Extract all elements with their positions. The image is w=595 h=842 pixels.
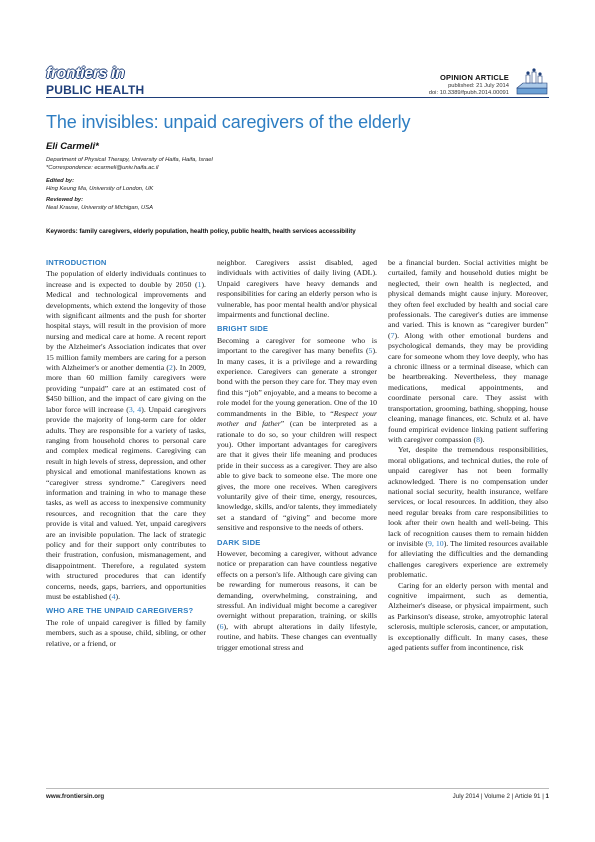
- paragraph: The population of elderly individuals continues to increase and is expected to double by 2050 (1). Medical and technological improvements and developments, which extend the longevity of those with significant ailments and the push for shorter hospital stays, will result in the provision of more nursing and medical care at home. A recent report by the Alzheimer's Association indicates that over 15 million family members are caring for a person with Alzheimer's or another dementia (2). In 2009, more than 60 million family caregivers were providing “unpaid” care at an estimated cost of $450 billion, and the impact of care giving on the labor force will increase (3, 4). Unpaid caregivers provide the majority of long-term care for older adults. They are responsible for a variety of tasks, ranging from household chores to personal care and complex medical regimens. Caregiving can result in high levels of stress, depression, and other physical and emotional manifestations known as “caregiver stress syndrome.” Caregivers need information and training in who to manage these tasks, as well as access to inexpensive community resources, and recognition that the care they provide is vital and valued. Yet, unpaid caregivers are an invisible population. The lack of strategic policy and for their support only contributes to their frustration, confusion, mismanagement, and disappointment. Therefore, a regulated system with structured procedures that can identify concerns, needs, gaps, barriers, and opportunities must be established (4).: [46, 269, 207, 601]
- reviewed-by-label: Reviewed by:: [46, 197, 84, 203]
- paragraph: Becoming a caregiver for someone who is important to the caregiver has many benefits (5). In many cases, it is a privilege and a rewarding experience. Caregivers can generate a stronger bond with the person they care for. They may even find this “job” enjoyable, and a means to become a role model for the young generation. One of the 10 commandments in the Bible, to “Respect your mother and father” (can be interpreted as a rationale to do so, so your children will respect you). Other important advantages for caregivers are that it gives their life meaning and produces pride in their success as a caregiver. They are also able to give back to someone else. The more one gives, the more one receives. When caregivers voluntarily give of their time, energy, resources, knowledge, skills, and/or talents, they immediately set a standard of “giving” and become more sensitive and responsive to the needs of others.: [217, 335, 377, 533]
- affiliation: Department of Physical Therapy, University of Haifa, Haifa, Israel: [46, 157, 213, 163]
- page-number: 1: [545, 793, 549, 800]
- journal-logo-line1: frontiers in: [46, 65, 125, 82]
- citation-link[interactable]: 6: [219, 621, 224, 631]
- keywords: [46, 228, 356, 235]
- citation-link[interactable]: 8: [476, 434, 481, 444]
- section-heading-dark-side: DARK SIDE: [217, 537, 261, 547]
- citation-link[interactable]: 7: [390, 330, 395, 340]
- footer-url[interactable]: www.frontiersin.org: [46, 793, 105, 800]
- paragraph: neighbor. Caregivers assist disabled, aged individuals with activities of daily living (ADL). Unpaid caregivers have heavy demands and responsibilities for caring an elderly person who is vulnerable, has poor mental health and/or physical impairments and functional decline.: [217, 258, 377, 320]
- text-column-2: [217, 258, 377, 653]
- footer-divider: [46, 788, 549, 789]
- article-meta: [429, 73, 509, 96]
- keywords-label: Keywords:: [46, 228, 78, 235]
- citation-link[interactable]: 3, 4: [128, 404, 142, 414]
- journal-logo-line2: PUBLIC HEALTH: [46, 82, 145, 97]
- section-heading-introduction: INTRODUCTION: [46, 258, 107, 267]
- citation-link[interactable]: 4: [111, 592, 116, 601]
- citation-link[interactable]: 2: [169, 363, 173, 373]
- journal-logo: [46, 66, 144, 96]
- section-heading-who: WHO ARE THE UNPAID CAREGIVERS?: [46, 606, 194, 616]
- section-heading-bright-side: BRIGHT SIDE: [217, 324, 269, 334]
- author-name: Eli Carmeli*: [46, 141, 99, 152]
- text-column-1: [46, 258, 206, 649]
- text-column-3: [388, 258, 548, 653]
- citation-link[interactable]: 9, 10: [428, 538, 444, 548]
- published-date: published: 21 July 2014: [448, 83, 509, 89]
- correspondence[interactable]: *Correspondence: ecarmeli@univ.haifa.ac.il: [46, 165, 159, 171]
- article-title: The invisibles: unpaid caregivers of the elderly: [46, 112, 411, 132]
- article-type: OPINION ARTICLE: [440, 73, 509, 82]
- quote: Respect your mother and father: [217, 408, 377, 429]
- keywords-list: family caregivers, elderly population, health policy, public health, health services accessibility: [79, 228, 356, 235]
- citation-link[interactable]: 1: [197, 279, 202, 289]
- edited-by-label: Edited by:: [46, 178, 75, 184]
- paragraph: However, becoming a caregiver, without advance notice or preparation can have countless negative effects on a person's life. Although care giving can be rewarding for numerous reasons, it can be demanding, overwhelming, constraining, and stressful. An individual might become a caregiver overnight without preparation, training, or skills (6), with abrupt alterations in daily lifestyle, routine, and habits. These changes can eventually trigger emotional stress and: [217, 548, 377, 652]
- paragraph: Yet, despite the tremendous responsibilities, moral obligations, and technical duties, the role of unpaid caregiver has not been formally acknowledged. There is no compensation under national social security, health insurance, welfare services, or local resources. In addition, they also need regular breaks from care responsibilities to look after their own health and well-being. This lack of recognition causes them to remain hidden or invisible (9, 10). The limited resources available for alleviating the difficulties and the demanding challenges caregivers experience are extremely problematic.: [388, 445, 548, 580]
- edited-by: Hing Keung Ma, University of London, UK: [46, 185, 154, 192]
- header-divider: [46, 97, 549, 98]
- doi-link[interactable]: doi: 10.3389/fpubh.2014.00091: [428, 90, 509, 96]
- reviewed-by: Neal Krause, University of Michigan, USA: [46, 204, 153, 211]
- paragraph: be a financial burden. Social activities might be curtailed, family and household duties might be neglected, their own health is neglected, and physical demands might cause injury. Moreover, they often feel excluded by health and social care professionals. The caregiver's duties are immense and varied. This is known as “caregiver burden” (7). Along with other emotional burdens and psychological demands, they may be providing care for someone whom they love deeply, who has a chronic illness or a terminal disease, which can be heartbreaking. Nevertheless, they manage medications, medical appointments, and coordinate personal care. They assist with transportation, grooming, bathing, shopping, house cleaning, manage finances, etc. Schulz et al. have found empirical evidence linking patient suffering with caregiver compassion (8).: [388, 258, 548, 444]
- journal-section-icon: [513, 68, 549, 98]
- citation-link[interactable]: 5: [368, 346, 373, 356]
- paragraph: The role of unpaid caregiver is filled by family members, such as a spouse, child, sibling, or other relative, or a friend, or: [46, 617, 206, 648]
- paragraph: Caring for an elderly person with mental and cognitive impairment, such as dementia, Alzheimer's disease, or physical impairment, such as Parkinson's disease, stroke, amyotrophic lateral sclerosis, multiple sclerosis, cancer, or amputation, is exceptionally difficult. In many cases, these aged patients suffer from incontinence, risk: [388, 580, 548, 653]
- footer-info: July 2014 | Volume 2 | Article 91 | 1: [452, 793, 549, 800]
